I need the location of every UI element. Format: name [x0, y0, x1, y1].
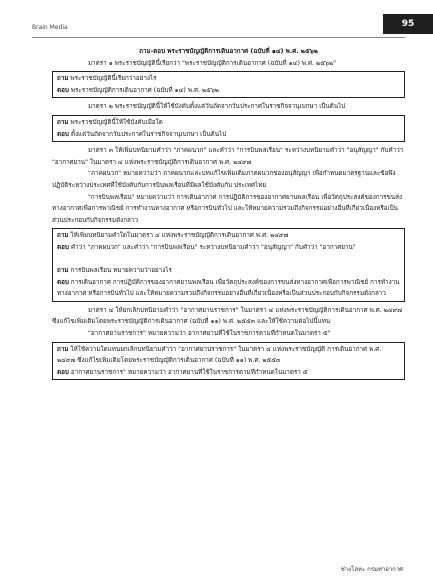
qa-answer: [57, 277, 400, 300]
answer-text: พระราชบัญญัติการเดินอากาศ (ฉบับที่ ๑๔) พ.ศ. ๒๕๖๒: [70, 86, 220, 94]
page-number: 95: [401, 19, 415, 29]
definition-state-aircraft: "อากาศยานราชการ" หมายความว่า อากาศยานที่ใช้ในราชการตามที่กำหนดในมาตรา ๕": [88, 330, 331, 338]
answer-text: การเดินอากาศ การปฏิบัติการของอากาศยานพลเรือน เพื่อวัตถุประสงค์ของการขนส่งทางอากาศเพื่อการพาณิชย์ การทำงานทางอากาศ หรือการบินทั่วไป และให้หมายความรวมถึงกิจกรรมอย่างอื่นที่เกี่ยวเนื่องหรือเป็นส่วนประกอบกับกิจกรรมดังกล่าว: [57, 278, 400, 298]
qa-answer: [57, 367, 400, 379]
answer-label: ตอบ: [57, 243, 69, 251]
question-text: พระราชบัญญัตินี้เรียกว่าอย่างไร: [70, 75, 157, 83]
qa-question: [57, 265, 400, 277]
spacer: [57, 254, 400, 266]
question-label: ถาม: [57, 267, 69, 275]
question-text: พระราชบัญญัตินี้ให้ใช้บังคับเมื่อใด: [70, 118, 163, 126]
qa-box-4: [52, 342, 405, 381]
document-title: ถาม-ตอบ พระราชบัญญัติการเดินอากาศ (ฉบับที่ ๑๔) พ.ศ. ๒๕๖๒: [139, 48, 318, 55]
brand-name: Brain Media: [32, 24, 68, 31]
answer-label: ตอบ: [57, 86, 69, 94]
question-text: ให้เพิ่มบทนิยามคำใดในมาตรา ๔ แห่งพระราชบัญญัติการเดินอากาศ พ.ศ. ๒๔๙๗: [70, 232, 289, 240]
qa-question: [57, 230, 400, 242]
answer-label: ตอบ: [57, 278, 69, 286]
qa-box-2: [52, 115, 405, 142]
answer-text: ตั้งแต่วันถัดจากวันประกาศในราชกิจจานุเบกษา เป็นต้นไป: [70, 130, 227, 138]
qa-question: [57, 117, 400, 129]
question-label: ถาม: [57, 118, 69, 126]
question-label: ถาม: [57, 232, 69, 240]
qa-answer: [57, 242, 400, 254]
qa-answer: [57, 85, 400, 97]
question-label: ถาม: [57, 75, 69, 83]
question-label: ถาม: [57, 345, 69, 353]
page-number-badge: [383, 14, 433, 34]
header-divider: [32, 37, 405, 38]
qa-box-3: [52, 228, 405, 302]
page-footer: ช่างโลหะ กรมท่าอากาศ: [340, 566, 403, 573]
qa-answer: [57, 129, 400, 141]
document-body: [52, 46, 405, 383]
section-3-text: มาตรา ๓ ให้เพิ่มบทนิยามคำว่า "ภาคผนวก" และคำว่า "การบินพลเรือน" ระหว่างบทนิยามคำว่า "อนุสัญญา" กับคำว่า "อากาศยาน" ในมาตรา ๔ แห่งพระราชบัญญัติการเดินอากาศ พ.ศ. ๒๔๙๗: [52, 147, 404, 166]
section-4-text: มาตรา ๔ ให้ยกเลิกบทนิยามคำว่า "อากาศยานราชการ" ในมาตรา ๔ แห่งพระราชบัญญัติการเดินอากาศ พ.ศ. ๒๔๙๗ ซึ่งแก้ไขเพิ่มเติมโดยพระราชบัญญัติการเดินอากาศ (ฉบับที่ ๑๑) พ.ศ. ๒๕๕๓ และให้ใช้ความต่อไปนี้แทน: [52, 306, 402, 326]
qa-question: [57, 344, 400, 367]
answer-text: คำว่า "ภาคผนวก" และคำว่า "การบินพลเรือน" ระหว่างบทนิยามคำว่า "อนุสัญญา" กับคำว่า "อากาศยาน": [70, 243, 356, 251]
page-header: [32, 14, 433, 34]
answer-label: ตอบ: [57, 130, 69, 138]
definition-annex: "ภาคผนวก" หมายความว่า ภาคผนวกและบทแก้ไขเพิ่มเติมภาคผนวกของอนุสัญญา เพื่อกำหนดมาตรฐานและข้อพึงปฏิบัติระหว่างประเทศที่ใช้บังคับกับการบินพลเรือนที่มีผลใช้บังคับกับ ประเทศไทย: [52, 170, 396, 189]
question-text: การบินพลเรือน หมายความว่าอย่างไร: [70, 267, 172, 275]
qa-question: [57, 73, 400, 85]
definition-civil-aviation: "การบินพลเรือน" หมายความว่า การเดินอากาศ การปฏิบัติการของอากาศยานพลเรือน เพื่อวัตถุประสงค์ของการขนส่งทางอากาศเพื่อการพาณิชย์ การทำงานทางอากาศ หรือการบินทั่วไป และให้หมายความรวมถึงกิจกรรมอย่างอื่นที่เกี่ยวเนื่องหรือเป็นส่วนประกอบกับกิจกรรมดังกล่าว: [52, 193, 403, 224]
question-text: ให้ใช้ความใดแทนยกเลิกบทนิยามคำว่า "อากาศยานราชการ" ในมาตรา ๔ แห่งพระราชบัญญัติ การเดินอากาศ พ.ศ. ๒๔๙๗ ซึ่งแก้ไขเพิ่มเติมโดยพระราชบัญญัติการเดินอากาศ (ฉบับที่ ๑๑) พ.ศ. ๒๕๕๓: [57, 345, 382, 365]
qa-box-1: [52, 71, 405, 98]
answer-label: ตอบ: [57, 368, 69, 376]
answer-text: อากาศยานราชการ" หมายความว่า อากาศยานที่ใช้ในราชการตามที่กำหนดในมาตรา ๕: [70, 368, 308, 376]
section-1-text: มาตรา ๑ พระราชบัญญัตินี้เรียกว่า "พระราชบัญญัติการเดินอากาศ (ฉบับที่ ๑๔) พ.ศ. ๒๕๖๒": [88, 59, 337, 67]
section-2-text: มาตรา ๒ พระราชบัญญัตินี้ให้ใช้บังคับตั้งแต่วันถัดจากวันประกาศในราชกิจจานุเบกษา เป็นต้นไป: [88, 103, 346, 111]
